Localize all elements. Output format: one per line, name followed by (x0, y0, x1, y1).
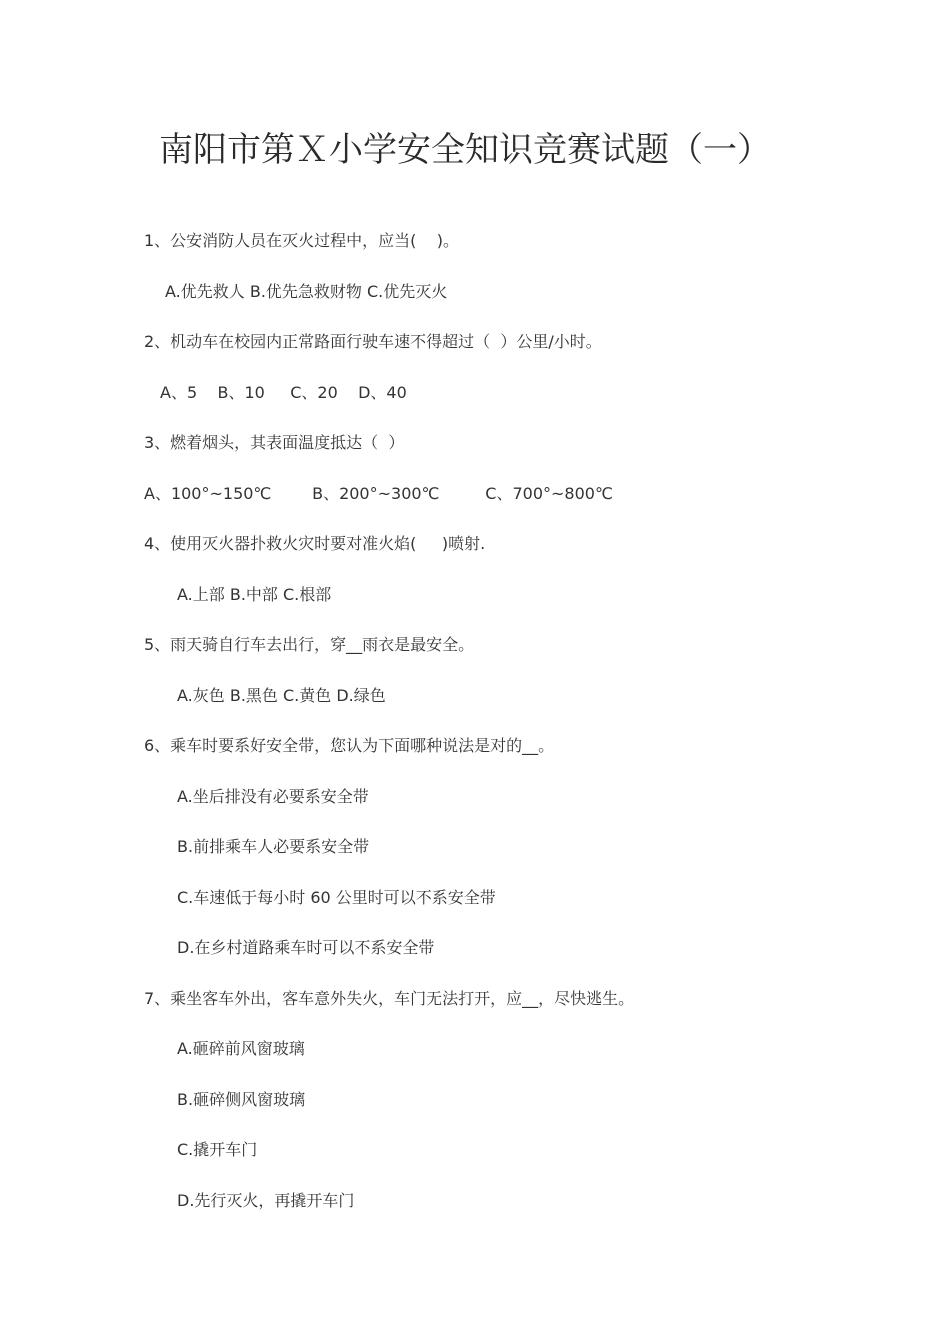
question-6-option-b: B.前排乘车人必要系安全带 (177, 837, 370, 856)
question-7-option-c: C.撬开车门 (177, 1140, 258, 1159)
question-3-options: A、100°~150℃ B、200°~300℃ C、700°~800℃ (144, 484, 613, 503)
question-4-options: A.上部 B.中部 C.根部 (177, 585, 332, 604)
question-7-option-d: D.先行灭火，再撬开车门 (177, 1191, 355, 1210)
question-1-options: A.优先救人 B.优先急救财物 C.优先灭火 (165, 282, 448, 301)
question-3: 3、燃着烟头，其表面温度抵达（ ） (144, 433, 405, 452)
question-2: 2、机动车在校园内正常路面行驶车速不得超过（ ）公里/小时。 (144, 332, 602, 351)
question-6-option-c: C.车速低于每小时 60 公里时可以不系安全带 (177, 888, 496, 907)
question-7: 7、乘坐客车外出，客车意外失火，车门无法打开，应__，尽快逃生。 (144, 989, 635, 1008)
question-2-options: A、5 B、10 C、20 D、40 (160, 383, 407, 402)
question-7-option-b: B.砸碎侧风窗玻璃 (177, 1090, 306, 1109)
question-1: 1、公安消防人员在灭火过程中，应当( )。 (144, 231, 460, 250)
question-6-option-d: D.在乡村道路乘车时可以不系安全带 (177, 938, 435, 957)
page-title: 南阳市第Ｘ小学安全知识竞赛试题（一） (159, 130, 771, 170)
question-4: 4、使用灭火器扑救火灾时要对准火焰( )喷射. (144, 534, 486, 553)
question-5: 5、雨天骑自行车去出行，穿__雨衣是最安全。 (144, 635, 475, 654)
question-5-options: A.灰色 B.黑色 C.黄色 D.绿色 (177, 686, 386, 705)
question-6: 6、乘车时要系好安全带，您认为下面哪种说法是对的__。 (144, 736, 555, 755)
question-6-option-a: A.坐后排没有必要系安全带 (177, 787, 369, 806)
question-7-option-a: A.砸碎前风窗玻璃 (177, 1039, 305, 1058)
